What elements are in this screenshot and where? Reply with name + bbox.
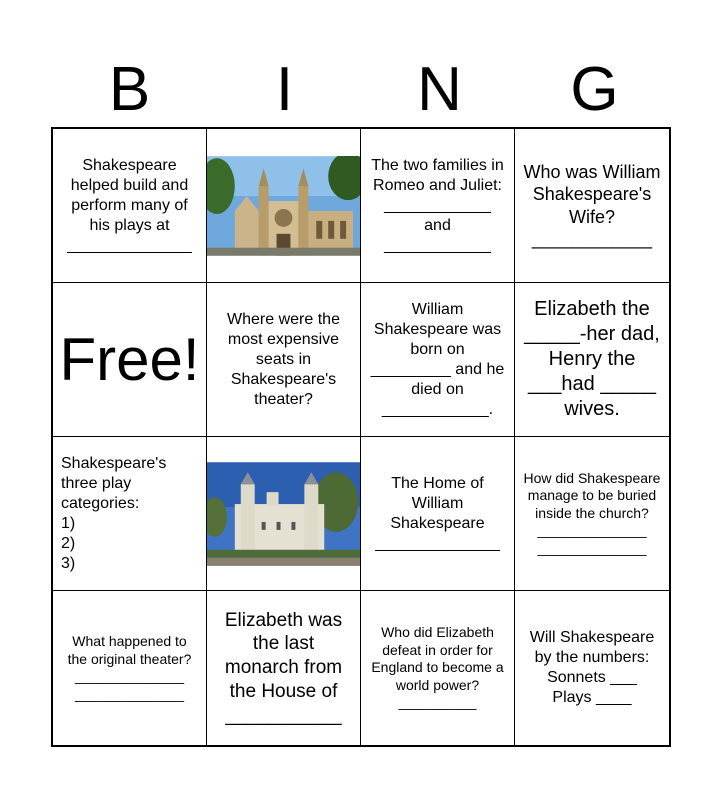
bingo-cell-7[interactable]	[361, 283, 515, 437]
header-letter-g: G	[570, 55, 619, 124]
header-letter-n: N	[417, 55, 462, 124]
cell-text: Elizabeth the _____-her dad, Henry the ___had _____ wives.	[524, 298, 660, 420]
bingo-header	[52, 52, 672, 128]
bingo-cell-8[interactable]	[515, 283, 669, 437]
bingo-cell-14[interactable]	[207, 591, 361, 745]
bingo-cell-1[interactable]	[53, 129, 207, 283]
cell-text: Where were the most expensive seats in Shakespeare's theater?	[227, 310, 340, 408]
bingo-cell-4[interactable]	[515, 129, 669, 283]
bingo-cell-6[interactable]	[207, 283, 361, 437]
bingo-cell-2[interactable]	[207, 129, 361, 283]
bingo-cell-12[interactable]	[515, 437, 669, 591]
bingo-cell-free[interactable]	[53, 283, 207, 437]
bingo-cell-16[interactable]	[515, 591, 669, 745]
header-letter-b: B	[108, 55, 151, 124]
header-letter-i: I	[275, 55, 294, 124]
cell-text: The two families in Romeo and Juliet: ____________ and ____________	[371, 156, 504, 254]
cell-text: How did Shakespeare manage to be buried inside the church? ______________ ______________	[523, 469, 661, 556]
westminster-abbey-image	[207, 156, 360, 256]
bingo-cell-3[interactable]	[361, 129, 515, 283]
bingo-cell-9[interactable]	[53, 437, 207, 591]
cell-text: Who did Elizabeth defeat in order for England to become a world power? __________	[371, 624, 504, 711]
cell-text: Elizabeth was the last monarch from the House of ___________	[224, 609, 343, 726]
bingo-cell-13[interactable]	[53, 591, 207, 745]
cell-text: William Shakespeare was born on _________ and he died on ____________.	[370, 300, 505, 418]
bingo-cell-15[interactable]	[361, 591, 515, 745]
cell-text: Shakespeare's three play categories: 1) 2) 3)	[61, 454, 167, 572]
tower-of-london-image	[207, 462, 360, 566]
bingo-cell-11[interactable]	[361, 437, 515, 591]
bingo-card-grid	[51, 127, 671, 747]
cell-text: The Home of William Shakespeare ______________	[375, 474, 500, 552]
bingo-cell-10[interactable]	[207, 437, 361, 591]
cell-text: Will Shakespeare by the numbers: Sonnets ___ Plays ____	[529, 629, 655, 706]
cell-text: What happened to the original theater? ______________ ______________	[67, 633, 192, 702]
cell-text: Who was William Shakespeare's Wife? ____________	[523, 161, 661, 249]
free-space-label: Free!	[59, 325, 200, 393]
cell-text: Shakespeare helped build and perform many of his plays at ______________	[67, 156, 192, 254]
